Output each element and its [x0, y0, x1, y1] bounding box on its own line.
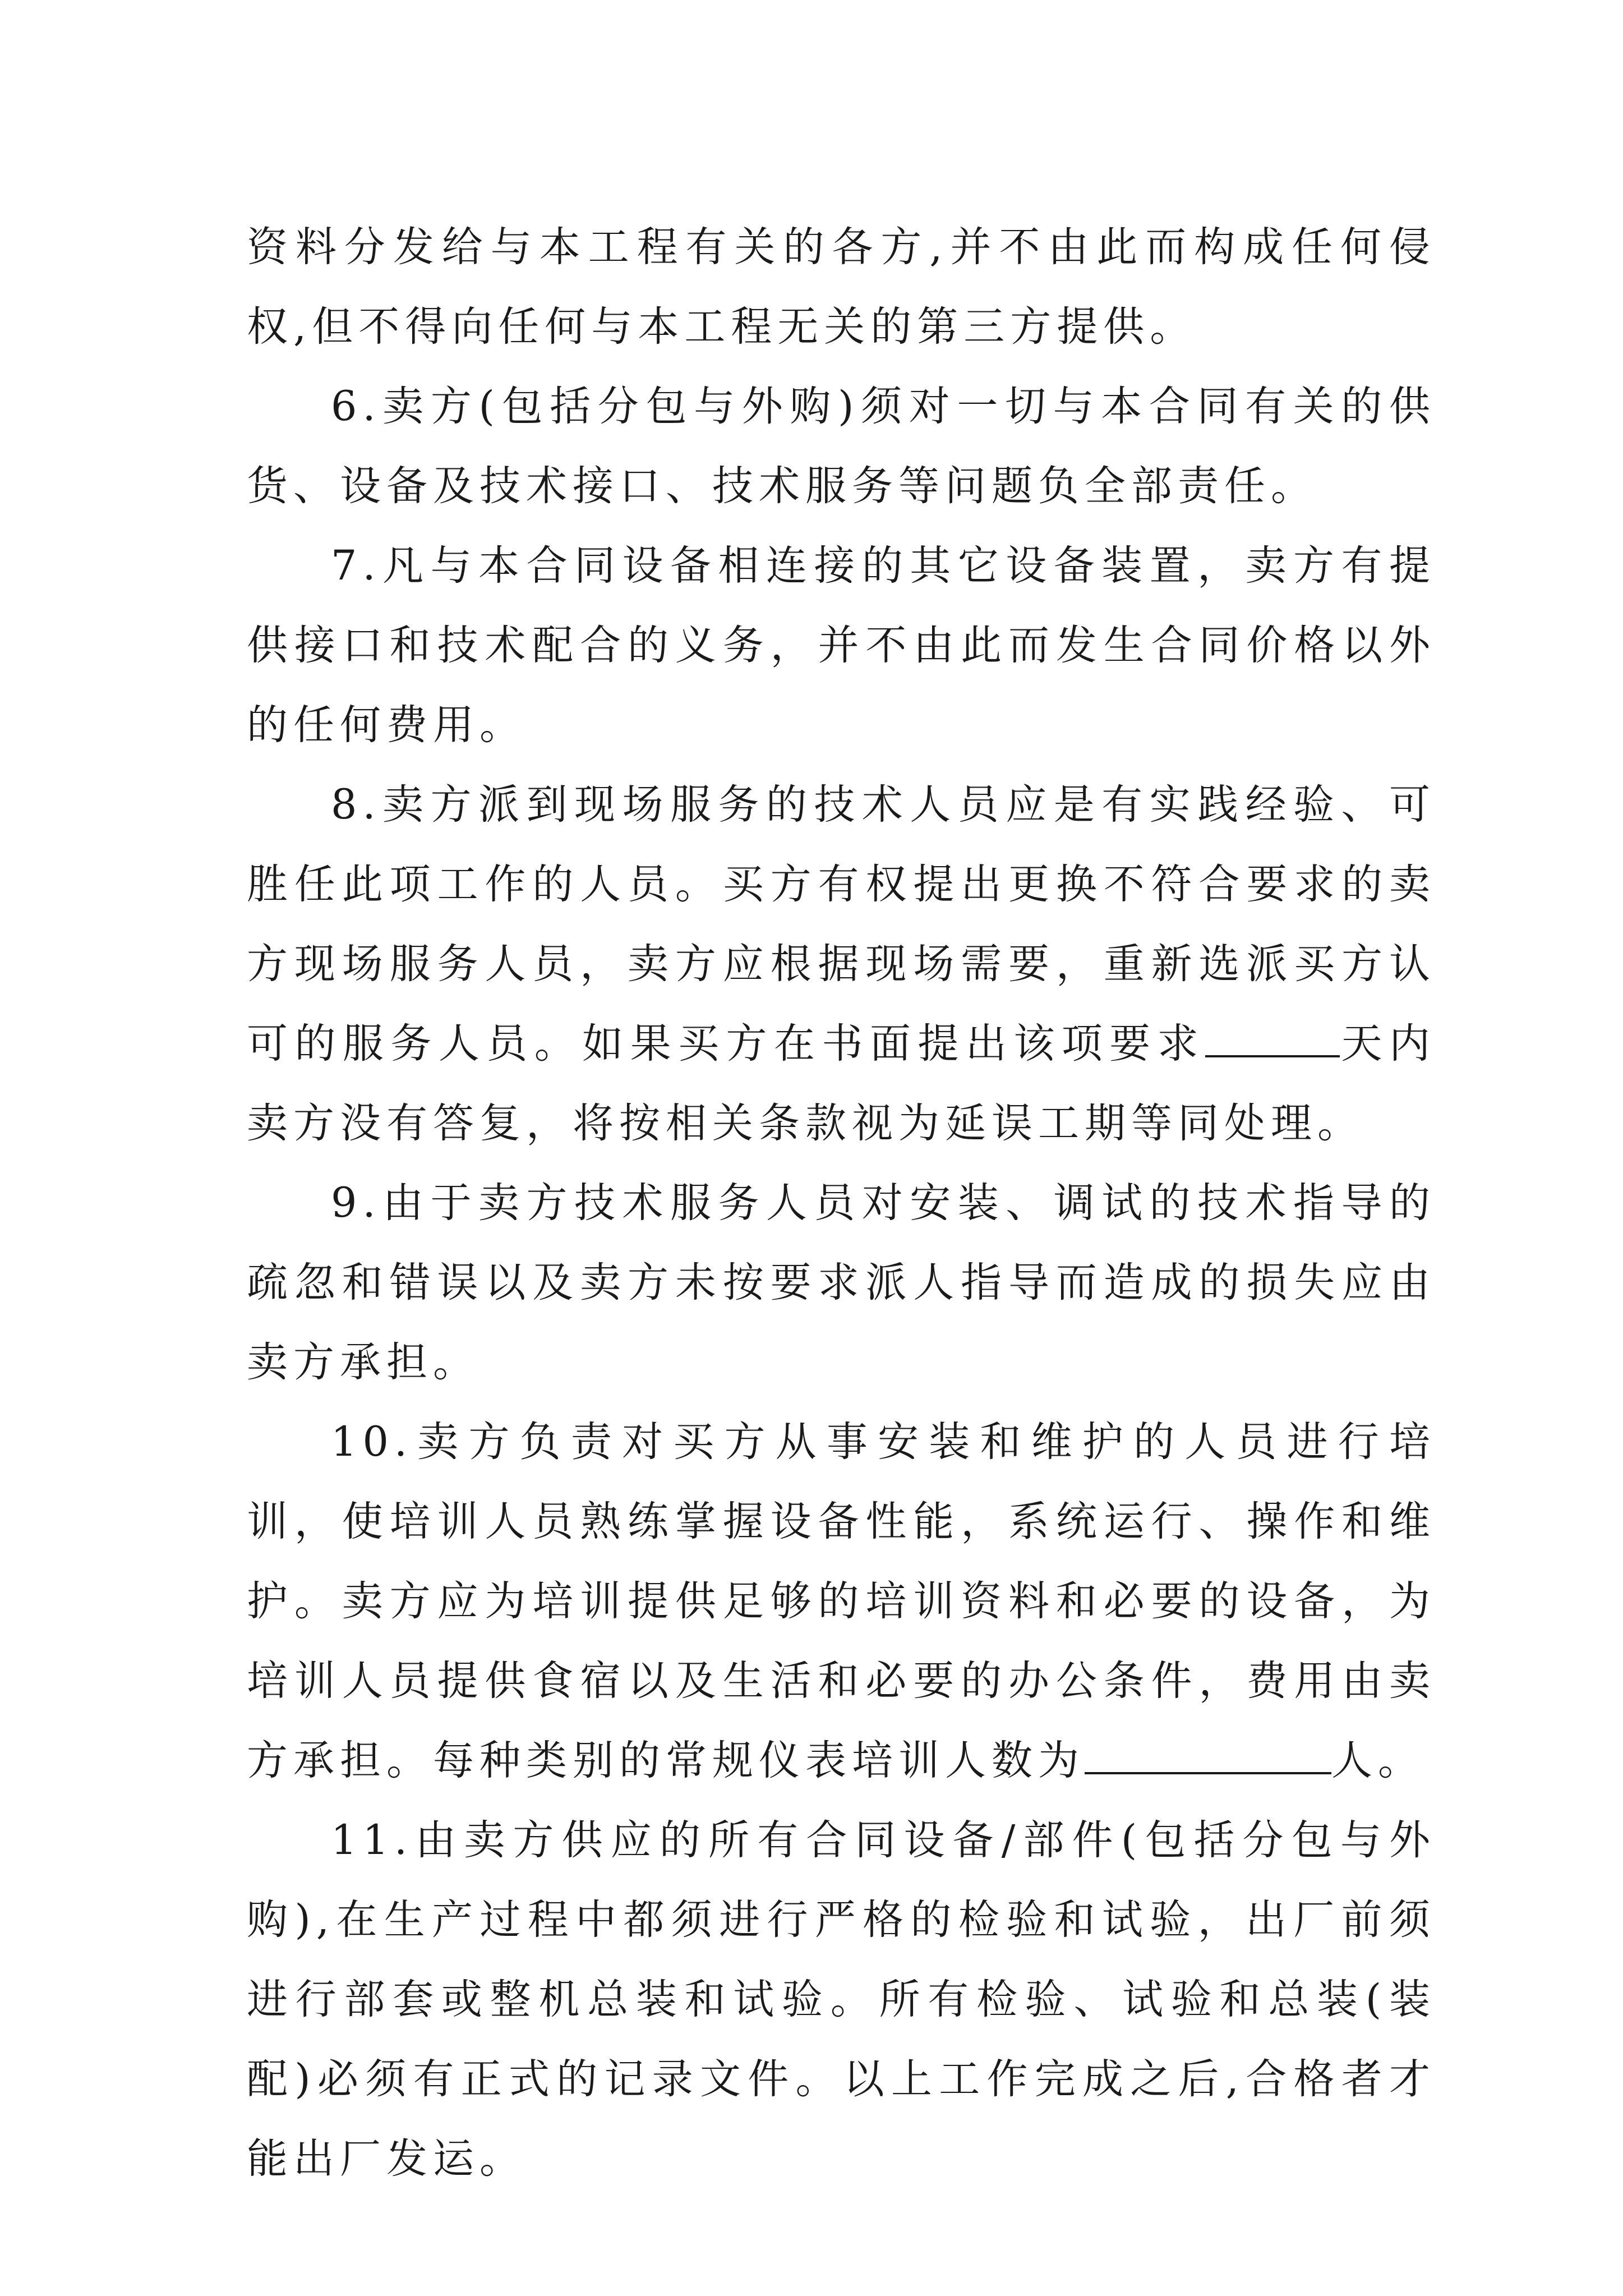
- fill-in-blank-days: [1205, 1022, 1340, 1057]
- paragraph-text-part-b: 天内卖方没有答复，将按相关条款视为延误工期等同处理。: [247, 1020, 1436, 1147]
- paragraph-text: 9.由于卖方技术服务人员对安装、调试的技术指导的疏忽和错误以及卖方未按要求派人指导而造成的损失应由卖方承担。: [247, 1179, 1436, 1386]
- paragraph-text-part-a: 10.卖方负责对买方从事安装和维护的人员进行培训，使培训人员熟练掌握设备性能，系统运行、操作和维护。卖方应为培训提供足够的培训资料和必要的设备，为培训人员提供食宿以及生活和必要的办公条件，费用由卖方承担。每种类别的常规仪表培训人数为: [247, 1418, 1436, 1784]
- paragraph-10: [247, 1402, 1436, 1801]
- paragraph-5-continued: [247, 208, 1436, 367]
- fill-in-blank-trainees: [1085, 1738, 1331, 1774]
- paragraph-8: [247, 765, 1436, 1163]
- paragraph-11: [247, 1801, 1436, 2199]
- paragraph-7: [247, 526, 1436, 765]
- paragraph-text-part-b: 人。: [1331, 1737, 1424, 1784]
- paragraph-6: [247, 367, 1436, 526]
- paragraph-text: 6.卖方(包括分包与外购)须对一切与本合同有关的供货、设备及技术接口、技术服务等问题负全部责任。: [247, 383, 1436, 510]
- paragraph-9: [247, 1163, 1436, 1402]
- paragraph-text: 11.由卖方供应的所有合同设备/部件(包括分包与外购),在生产过程中都须进行严格的检验和试验，出厂前须进行部套或整机总装和试验。所有检验、试验和总装(装配)必须有正式的记录文件。以上工作完成之后,合格者才能出厂发运。: [247, 1816, 1436, 2183]
- paragraph-text: 资料分发给与本工程有关的各方,并不由此而构成任何侵权,但不得向任何与本工程无关的第三方提供。: [247, 223, 1436, 351]
- paragraph-text-part-a: 8.卖方派到现场服务的技术人员应是有实践经验、可胜任此项工作的人员。买方有权提出更换不符合要求的卖方现场服务人员，卖方应根据现场需要，重新选派买方认可的服务人员。如果买方在书面提出该项要求: [247, 781, 1436, 1068]
- paragraph-text: 7.凡与本合同设备相连接的其它设备装置，卖方有提供接口和技术配合的义务，并不由此而发生合同价格以外的任何费用。: [247, 542, 1436, 749]
- document-body: [247, 208, 1436, 2199]
